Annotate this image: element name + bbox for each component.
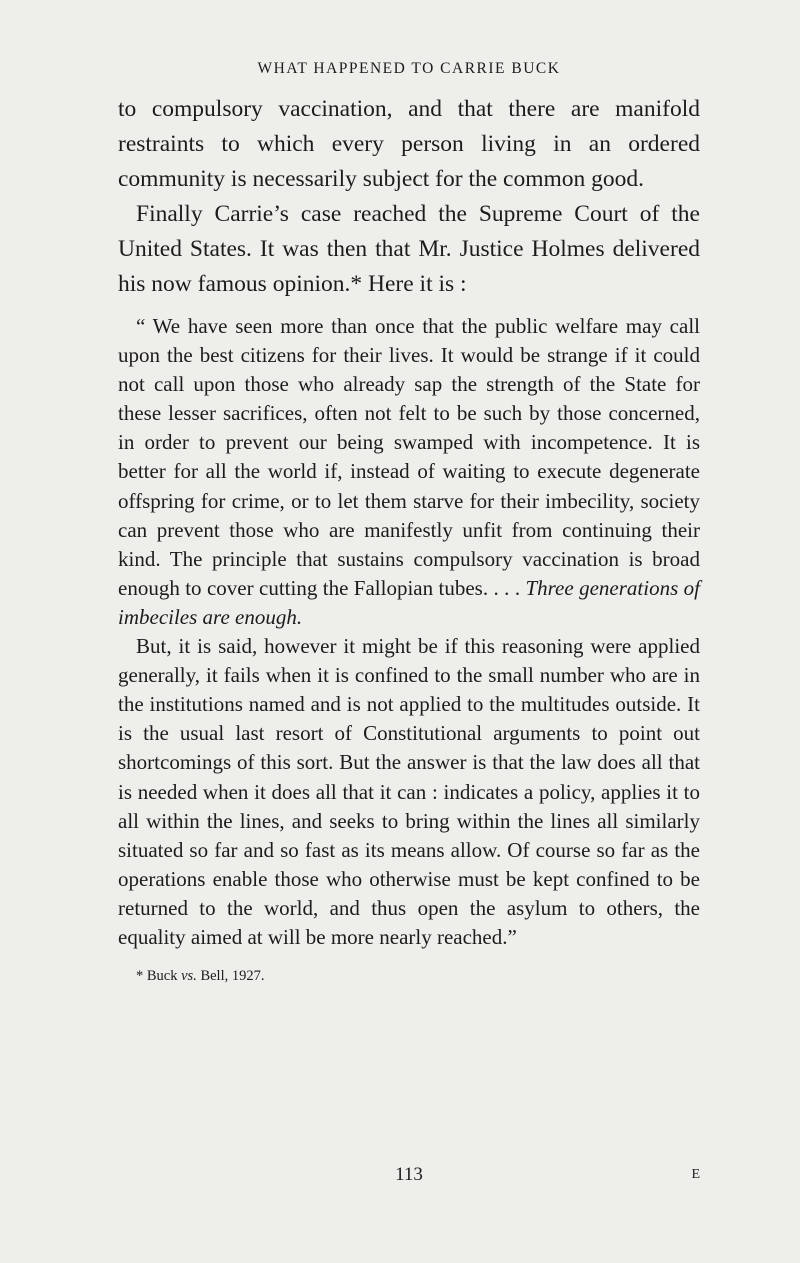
- paragraph-supreme-court: Finally Carrie’s case reached the Supreme Court of the United States. It was then that Mr. Justice Holmes delivered his now famous opinion.* Here it is :: [118, 201, 700, 297]
- footnote-marker: *: [136, 968, 144, 985]
- quotation-emphasis: Three generations of imbeciles are enough.: [118, 575, 700, 629]
- footnote: [136, 966, 700, 986]
- running-head: WHAT HAPPENED TO CARRIE BUCK: [257, 60, 561, 77]
- quotation-paragraph-2: But, it is said, however it might be if this reasoning were applied generally, it fails when it is confined to the small number who are in the institutions named and is not applied to the multitudes outside. It is the usual last resort of Constitutional arguments to point out shortcomings of this sort. But the answer is that the law does all that is needed when it does all that it can : indicates a policy, applies it to all within the lines, and seeks to bring within the lines all similarly situated so far and so fast as its means allow. Of course so far as the operations enable those who otherwise must be kept confined to be returned to the world, and thus open the asylum to others, the equality aimed at will be more nearly reached.”: [118, 634, 700, 949]
- footnote-party-1: Buck: [146, 968, 178, 985]
- paragraph-continuation: to compulsory vaccination, and that there are manifold restraints to which every person living in an ordered community is necessarily subject for the common good.: [118, 96, 700, 192]
- book-page: [118, 58, 700, 1185]
- page-number: 113: [395, 1164, 423, 1185]
- footnote-party-2: Bell, 1927.: [200, 968, 265, 985]
- folio-line: [118, 1163, 700, 1187]
- footnote-vs: vs.: [181, 968, 197, 985]
- signature-mark: E: [691, 1167, 700, 1182]
- quotation-text-1: “ We have seen more than once that the public welfare may call upon the best citizens for their lives. It would be strange if it could not call upon those who already sap the strength of the State for these lesser sacrifices, often not felt to be such by those concerned, in order to prevent our being swamped with incompetence. It is better for all the world if, instead of waiting to execute degenerate offspring for crime, or to let them starve for their imbecility, society can prevent those who are manifestly unfit from continuing their kind. The principle that sustains compulsory vaccination is broad enough to cover cutting the Fallopian tubes. . . .: [118, 314, 700, 600]
- quotation-paragraph-1: [118, 312, 700, 632]
